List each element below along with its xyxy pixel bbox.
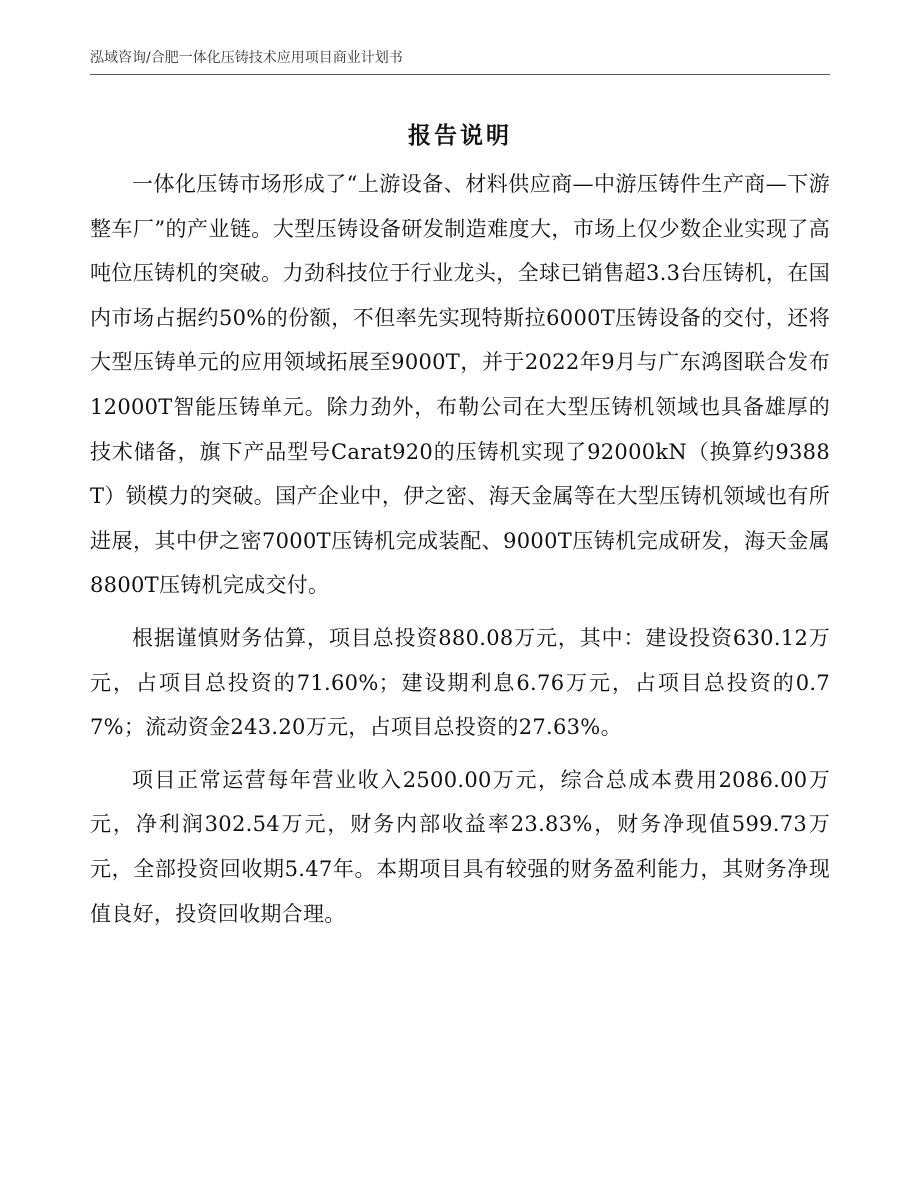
paragraph-financial-return: 项目正常运营每年营业收入2500.00万元，综合总成本费用2086.00万元，净利润302.54万元，财务内部收益率23.83%，财务净现值599.73万元，全部投资回收期5.47年。本期项目具有较强的财务盈利能力，其财务净现值良好，投资回收期合理。 bbox=[90, 767, 830, 926]
paragraph-industry-chain: 一体化压铸市场形成了“上游设备、材料供应商—中游压铸件生产商—下游整车厂”的产业链。大型压铸设备研发制造难度大，市场上仅少数企业实现了高吨位压铸机的突破。力劲科技位于行业龙头，全球已销售超3.3台压铸机，在国内市场占据约50%的份额，不但率先实现特斯拉6000T压铸设备的交付，还将大型压铸单元的应用领域拓展至9000T，并于2022年9月与广东鸿图联合发布12000T智能压铸单元。除力劲外，布勒公司在大型压铸机领域也具备雄厚的技术储备，旗下产品型号Carat920的压铸机实现了92000kN（换算约9388T）锁模力的突破。国产企业中，伊之密、海天金属等在大型压铸机领域也有所进展，其中伊之密7000T压铸机完成装配、9000T压铸机完成研发，海天金属8800T压铸机完成交付。 bbox=[90, 172, 830, 598]
running-header: 泓域咨询/合肥一体化压铸技术应用项目商业计划书 bbox=[90, 48, 830, 75]
section-title: 报告说明 bbox=[408, 123, 512, 149]
paragraph-investment-estimate: 根据谨慎财务估算，项目总投资880.08万元，其中：建设投资630.12万元，占项目总投资的71.60%；建设期利息6.76万元，占项目总投资的0.77%；流动资金243.20万元，占项目总投资的27.63%。 bbox=[90, 625, 830, 740]
body-text bbox=[90, 162, 830, 936]
